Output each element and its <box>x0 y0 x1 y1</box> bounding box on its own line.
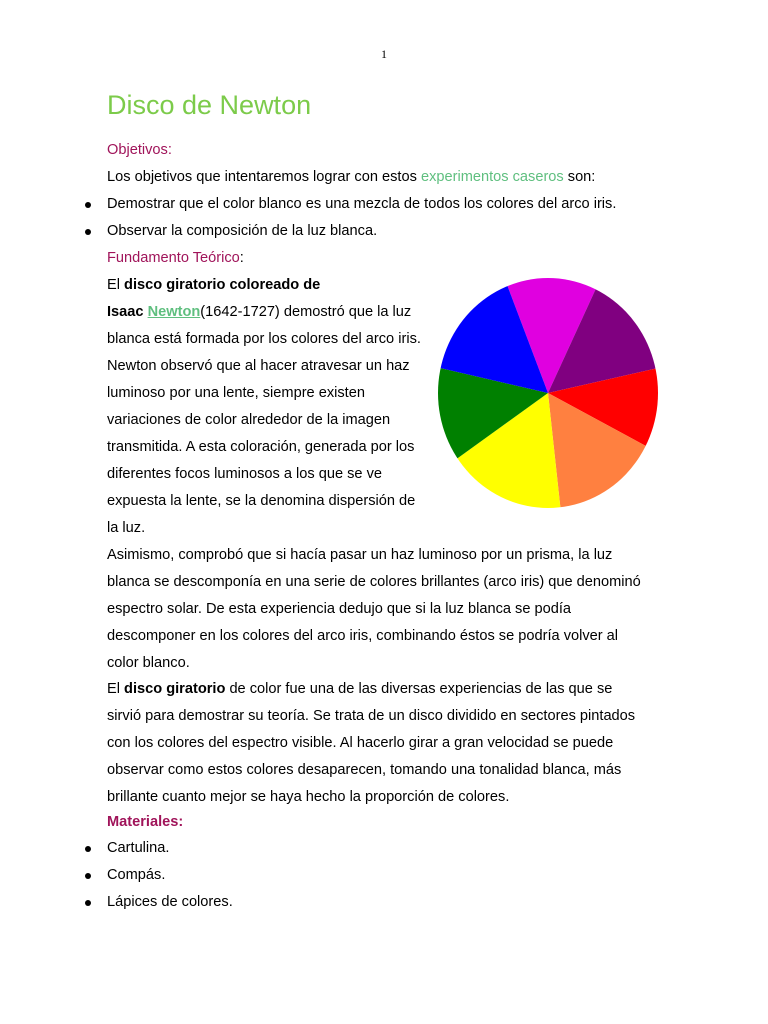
paragraph-3-first-line <box>107 676 612 703</box>
fundamento-line: expuesta la lente, se la denomina dispersión de <box>107 493 416 509</box>
bold-text: Isaac <box>107 304 148 320</box>
text-fragment: de color fue una de las diversas experiencias de las que se <box>225 681 613 697</box>
objetivo-bullet-1: Demostrar que el color blanco es una mezcla de todos los colores del arco iris. <box>107 196 617 212</box>
text-fragment: (1642-1727) demostró que la luz <box>200 304 412 320</box>
bullet-dot <box>85 846 91 852</box>
newton-link[interactable]: Newton <box>147 304 201 320</box>
page-title: Disco de Newton <box>107 90 312 120</box>
fundamento-heading <box>107 245 244 272</box>
fundamento-line: la luz. <box>107 520 146 536</box>
fundamento-line: Newton observó que al hacer atravesar un haz <box>107 358 410 374</box>
bold-text: disco giratorio coloreado de <box>124 277 321 293</box>
bullet-dot <box>85 229 91 235</box>
newton-color-wheel-image <box>436 276 660 510</box>
material-item-2: Compás. <box>107 867 166 883</box>
paragraph-3-line: sirvió para demostrar su teoría. Se trata de un disco dividido en sectores pintados <box>107 708 636 724</box>
paragraph-3-line: con los colores del espectro visible. Al hacerlo girar a gran velocidad se puede <box>107 735 614 751</box>
objetivos-intro <box>107 164 595 191</box>
bullet-dot <box>85 873 91 879</box>
objetivos-intro-before: Los objetivos que intentaremos lograr con estos <box>107 169 421 185</box>
paragraph-2-line: blanca se descomponía en una serie de colores brillantes (arco iris) que denominó <box>107 574 641 590</box>
fundamento-line: variaciones de color alrededor de la imagen <box>107 412 391 428</box>
fundamento-line: transmitida. A esta coloración, generada por los <box>107 439 415 455</box>
paragraph-2-line: color blanco. <box>107 655 190 671</box>
bold-text: disco giratorio <box>124 681 226 697</box>
page-number: 1 <box>381 47 387 61</box>
text-fragment: El <box>107 681 125 697</box>
paragraph-2-line: descomponer en los colores del arco iris, combinando éstos se podría volver al <box>107 628 619 644</box>
fundamento-heading-colon: : <box>239 250 244 266</box>
fundamento-line: blanca está formada por los colores del arco iris. <box>107 331 421 347</box>
objetivos-intro-after: son: <box>563 169 596 185</box>
experimentos-caseros-link[interactable]: experimentos caseros <box>420 169 564 185</box>
fundamento-line: luminoso por una lente, siempre existen <box>107 385 365 401</box>
paragraph-3-line: brillante cuanto mejor se haya hecho la proporción de colores. <box>107 789 510 805</box>
fundamento-line: diferentes focos luminosos a los que se ve <box>107 466 383 482</box>
paragraph-2-line: Asimismo, comprobó que si hacía pasar un haz luminoso por un prisma, la luz <box>107 547 613 563</box>
fundamento-line-1 <box>107 272 320 299</box>
material-item-3: Lápices de colores. <box>107 894 233 910</box>
objetivos-heading: Objetivos: <box>107 142 172 158</box>
paragraph-2-line: espectro solar. De esta experiencia dedujo que si la luz blanca se podía <box>107 601 572 617</box>
paragraph-3-line: observar como estos colores desaparecen, tomando una tonalidad blanca, más <box>107 762 622 778</box>
fundamento-heading-text: Fundamento Teórico <box>107 250 240 266</box>
objetivo-bullet-2: Observar la composición de la luz blanca. <box>107 223 378 239</box>
fundamento-line-2 <box>107 299 411 326</box>
material-item-1: Cartulina. <box>107 840 170 856</box>
materiales-heading: Materiales: <box>107 814 184 830</box>
bullet-dot <box>85 900 91 906</box>
bullet-dot <box>85 202 91 208</box>
text-fragment: El <box>107 277 125 293</box>
